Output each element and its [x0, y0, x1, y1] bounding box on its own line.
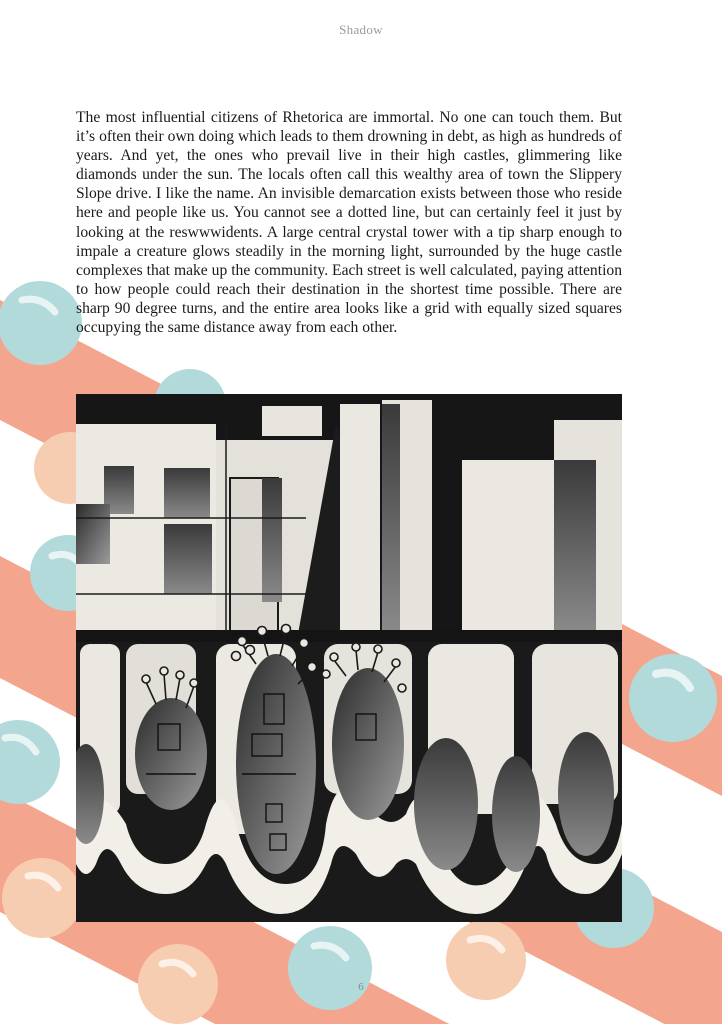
- ink-illustration: [76, 394, 622, 922]
- organic-forms: [76, 625, 622, 923]
- body-paragraph: The most influential citizens of Rhetorica are immortal. No one can touch them. But it’s often their own doing which leads to them drowning in debt, as high as hundreds of years. And yet, the ones who prevail live in their high castles, glimmering like diamonds under the sun. The locals often call this wealthy area of town the Slippery Slope drive. I like the name. An invisible demarcation exists between those who reside here and people like us. You cannot see a dotted line, but can certainly feel it just by looking at the reswwwidents. A large central crystal tower with a tip sharp enough to impale a creature glows steadily in the morning light, surrounded by the huge castle complexes that make up the community. Each street is well calculated, paying attention to how people could reach their destination in the shortest time possible. There are sharp 90 degree turns, and the entire area looks like a grid with equally sized squares occupying the same distance away from each other.: [76, 109, 622, 337]
- running-head: Shadow: [339, 22, 383, 37]
- page-number: 6: [358, 981, 364, 993]
- skyline: [76, 394, 622, 634]
